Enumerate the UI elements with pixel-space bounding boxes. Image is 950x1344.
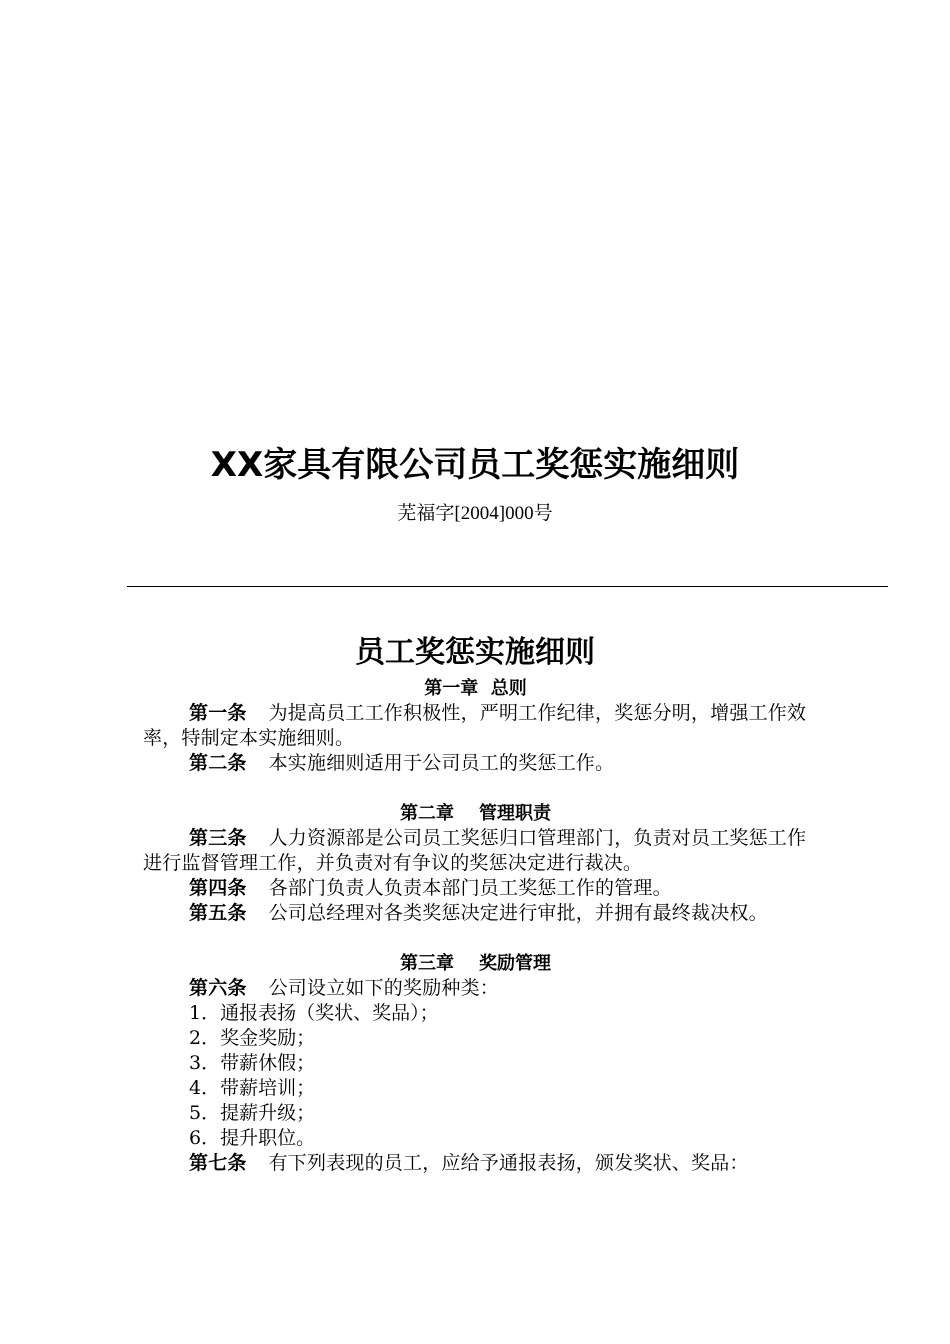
horizontal-divider — [127, 586, 888, 587]
article — [143, 976, 808, 1001]
article-text: 各部门负责人负责本部门员工奖惩工作的管理。 — [268, 877, 672, 899]
chapter-heading: 第三章 奖励管理 — [399, 953, 552, 974]
list-item: 1．通报表扬（奖状、奖品）； — [189, 1002, 439, 1024]
chapter-heading: 第二章 管理职责 — [399, 803, 552, 824]
document-number: 芜福字[2004]000号 — [397, 503, 553, 524]
document-body — [143, 676, 808, 1176]
article — [143, 701, 808, 751]
chapter-heading: 第一章 总则 — [424, 678, 527, 699]
list-item: 6．提升职位。 — [189, 1127, 316, 1149]
document-title: XX家具有限公司员工奖惩实施细则 — [210, 445, 740, 485]
article-label: 第六条 — [189, 977, 247, 999]
article — [143, 751, 808, 776]
article-label: 第七条 — [189, 1152, 247, 1174]
article-text: 公司总经理对各类奖惩决定进行审批，并拥有最终裁决权。 — [268, 902, 768, 924]
spacer — [143, 926, 808, 951]
article-label: 第三条 — [189, 827, 247, 849]
article-label: 第五条 — [189, 902, 247, 924]
article-label: 第四条 — [189, 877, 247, 899]
list-item: 3．带薪休假； — [189, 1052, 316, 1074]
body-title: 员工奖惩实施细则 — [355, 635, 595, 670]
article — [143, 901, 808, 926]
article — [143, 1151, 808, 1176]
list-item: 2．奖金奖励； — [189, 1027, 316, 1049]
article-text: 本实施细则适用于公司员工的奖惩工作。 — [268, 752, 615, 774]
list-item: 5．提薪升级； — [189, 1102, 316, 1124]
article — [143, 826, 808, 876]
spacer — [143, 776, 808, 801]
article — [143, 876, 808, 901]
article-text: 公司设立如下的奖励种类： — [268, 977, 500, 999]
article-text: 有下列表现的员工，应给予通报表扬，颁发奖状、奖品： — [268, 1152, 749, 1174]
article-label: 第一条 — [189, 702, 247, 724]
article-text: 为提高员工工作积极性，严明工作纪律，奖惩分明，增强工作效率，特制定本实施细则。 — [143, 702, 807, 749]
article-text: 人力资源部是公司员工奖惩归口管理部门，负责对员工奖惩工作进行监督管理工作，并负责对有争议的奖惩决定进行裁决。 — [143, 827, 807, 874]
article-label: 第二条 — [189, 752, 247, 774]
list-item: 4．带薪培训； — [189, 1077, 316, 1099]
